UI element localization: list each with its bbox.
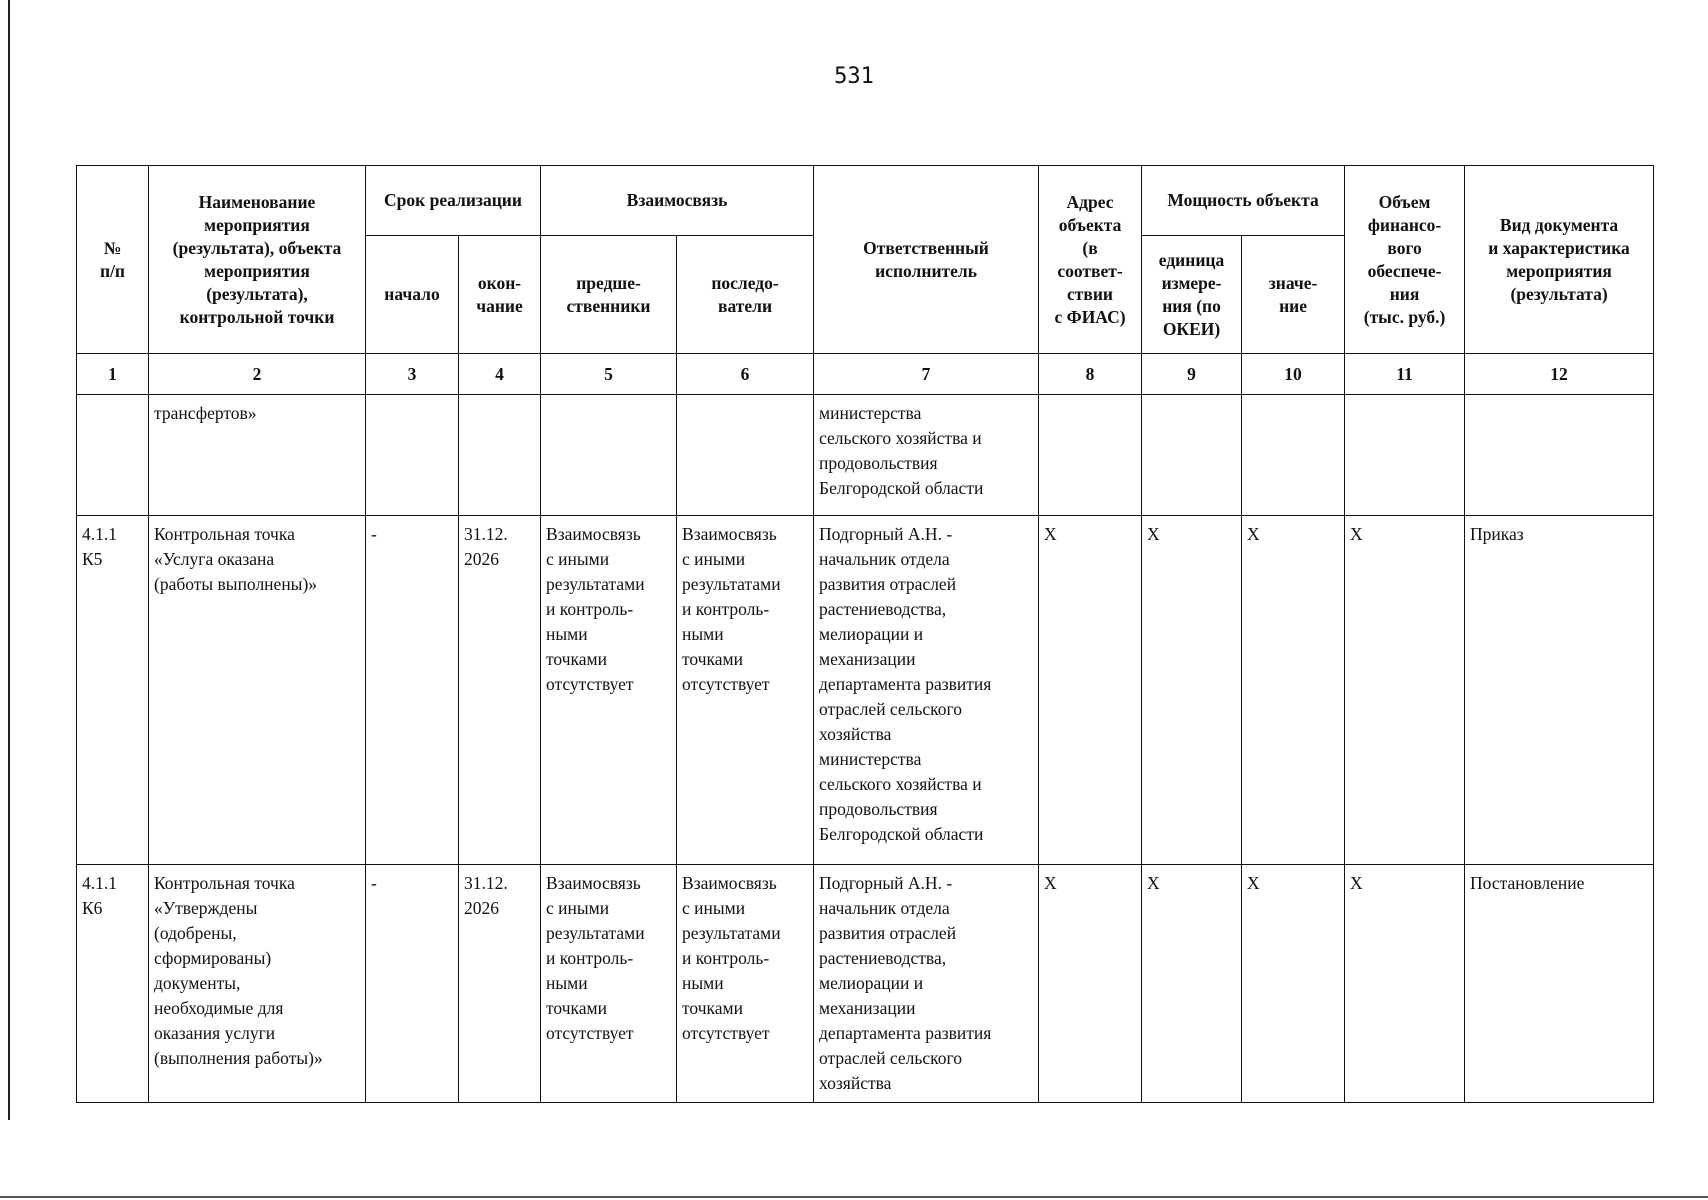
header-capacity: Мощность объекта [1142, 166, 1345, 236]
cell-doc: Постановление [1465, 865, 1654, 1103]
cell-unit: Х [1142, 516, 1242, 865]
cell-finance [1345, 395, 1465, 516]
cell-executor: Подгорный А.Н. - начальник отдела развития отраслей растениеводства, мелиорации и механизации департамента развития отраслей сельского хозяйства [814, 865, 1039, 1103]
table-row-continuation [77, 395, 1654, 516]
cell-finance: Х [1345, 516, 1465, 865]
header-link-prev: предше- ственники [541, 236, 677, 354]
page-number: 531 [834, 64, 874, 89]
cell-prev: Взаимосвязь с иными результатами и контроль- ными точками отсутствует [541, 865, 677, 1103]
column-number: 7 [814, 354, 1039, 395]
header-link-next: последо- ватели [677, 236, 814, 354]
header-doc-type: Вид документа и характеристика мероприятия (результата) [1465, 166, 1654, 354]
header-capacity-unit: единица измере- ния (по ОКЕИ) [1142, 236, 1242, 354]
column-number: 1 [77, 354, 149, 395]
cell-doc [1465, 395, 1654, 516]
cell-end: 31.12. 2026 [459, 865, 541, 1103]
column-number: 10 [1242, 354, 1345, 395]
cell-executor: министерства сельского хозяйства и продовольствия Белгородской области [814, 395, 1039, 516]
cell-unit: Х [1142, 865, 1242, 1103]
header-executor: Ответственный исполнитель [814, 166, 1039, 354]
header-link: Взаимосвязь [541, 166, 814, 236]
cell-prev [541, 395, 677, 516]
cell-next: Взаимосвязь с иными результатами и контроль- ными точками отсутствует [677, 865, 814, 1103]
cell-value [1242, 395, 1345, 516]
header-term-start: начало [366, 236, 459, 354]
cell-end: 31.12. 2026 [459, 516, 541, 865]
cell-end [459, 395, 541, 516]
header-address: Адрес объекта (в соответ- ствии с ФИАС) [1039, 166, 1142, 354]
header-term-end: окон- чание [459, 236, 541, 354]
cell-address [1039, 395, 1142, 516]
cell-num: 4.1.1 К6 [77, 865, 149, 1103]
header-capacity-value: значе- ние [1242, 236, 1345, 354]
header-term: Срок реализации [366, 166, 541, 236]
column-number: 8 [1039, 354, 1142, 395]
cell-name: трансфертов» [149, 395, 366, 516]
cell-start: - [366, 865, 459, 1103]
column-number: 6 [677, 354, 814, 395]
cell-name: Контрольная точка «Утверждены (одобрены, сформированы) документы, необходимые для оказания услуги (выполнения работы)» [149, 865, 366, 1103]
table-row-k5 [77, 516, 1654, 865]
cell-executor: Подгорный А.Н. - начальник отдела развития отраслей растениеводства, мелиорации и механизации департамента развития отраслей сельского хозяйства министерства сельского хозяйства и продовольствия Белгородской области [814, 516, 1039, 865]
column-number: 5 [541, 354, 677, 395]
column-number: 12 [1465, 354, 1654, 395]
cell-start: - [366, 516, 459, 865]
table-row-k6 [77, 865, 1654, 1103]
scan-edge-bottom [0, 1196, 1708, 1198]
cell-address: Х [1039, 865, 1142, 1103]
cell-doc: Приказ [1465, 516, 1654, 865]
column-number: 9 [1142, 354, 1242, 395]
cell-next [677, 395, 814, 516]
cell-address: Х [1039, 516, 1142, 865]
cell-name: Контрольная точка «Услуга оказана (работы выполнены)» [149, 516, 366, 865]
plan-table [76, 165, 1654, 1103]
cell-next: Взаимосвязь с иными результатами и контроль- ными точками отсутствует [677, 516, 814, 865]
cell-num: 4.1.1 К5 [77, 516, 149, 865]
cell-value: Х [1242, 516, 1345, 865]
cell-value: Х [1242, 865, 1345, 1103]
column-number: 11 [1345, 354, 1465, 395]
column-number: 2 [149, 354, 366, 395]
column-number: 3 [366, 354, 459, 395]
header-finance: Объем финансо- вого обеспече- ния (тыс. руб.) [1345, 166, 1465, 354]
cell-unit [1142, 395, 1242, 516]
cell-start [366, 395, 459, 516]
cell-prev: Взаимосвязь с иными результатами и контроль- ными точками отсутствует [541, 516, 677, 865]
header-name: Наименование мероприятия (результата), объекта мероприятия (результата), контрольной точки [149, 166, 366, 354]
header-num: № п/п [77, 166, 149, 354]
cell-num [77, 395, 149, 516]
scan-edge-left [8, 0, 10, 1120]
cell-finance: Х [1345, 865, 1465, 1103]
column-number: 4 [459, 354, 541, 395]
